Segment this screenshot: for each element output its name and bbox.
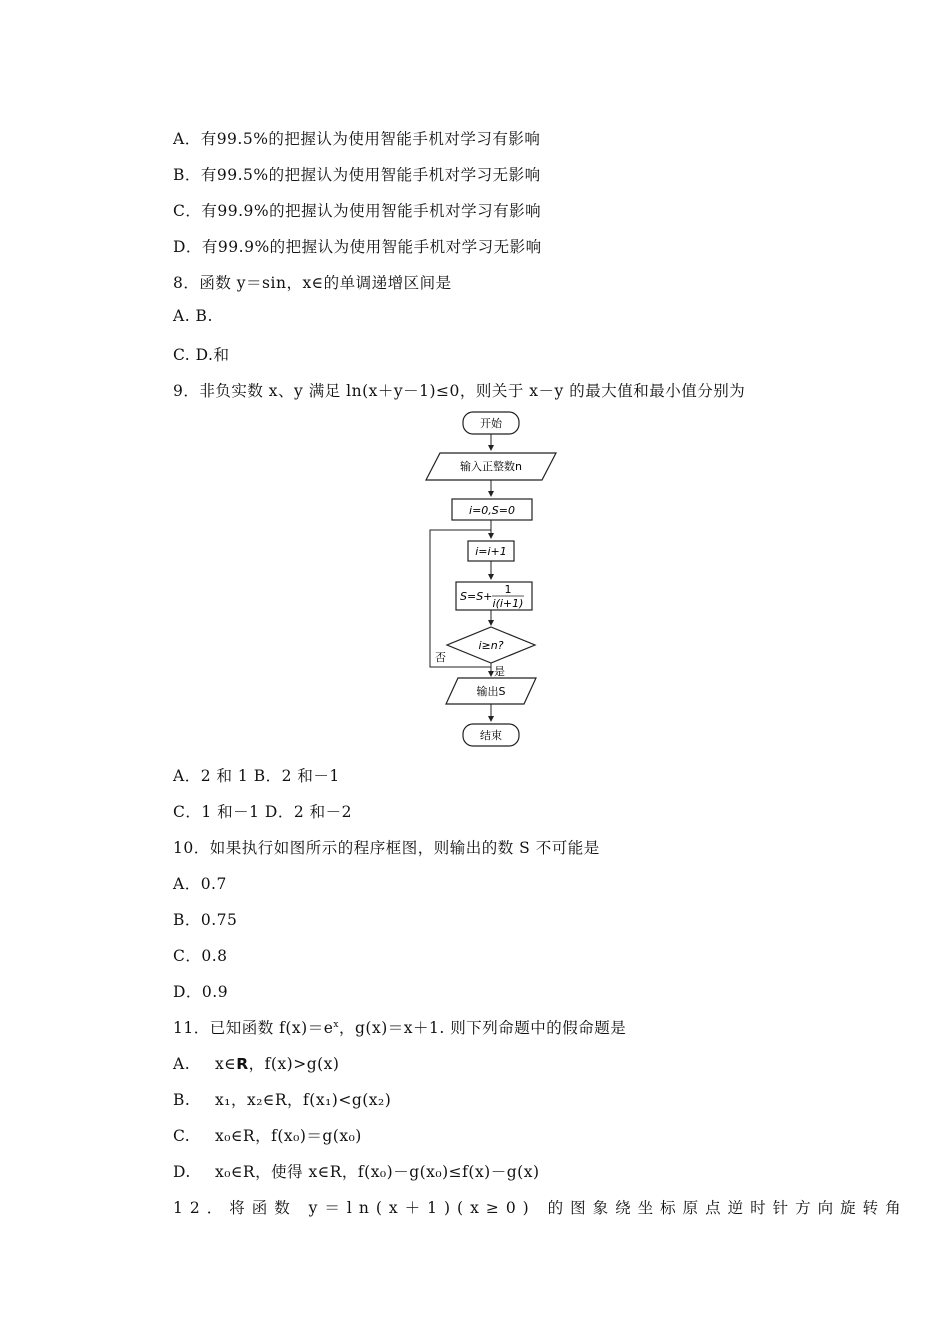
q11-stem [173, 1016, 626, 1038]
q11-option-c-text: x₀∈R，f(x₀)＝g(x₀) [215, 1127, 362, 1145]
q11-option-b-text: x₁，x₂∈R，f(x₁)<g(x₂) [215, 1091, 392, 1109]
q11-option-a [173, 1052, 339, 1074]
flow-condition-label: i≥n? [478, 639, 504, 652]
flow-no-label: 否 [435, 651, 446, 664]
q10-option-b: B．0.75 [173, 911, 238, 929]
q7-option-d: D．有99.9%的把握认为使用智能手机对学习无影响 [173, 238, 542, 256]
q11-stem-exponent: x [333, 1020, 339, 1030]
q11-option-c [173, 1124, 362, 1146]
q7-option-b: B．有99.5%的把握认为使用智能手机对学习无影响 [173, 166, 541, 184]
flow-sum-prefix: S=S+ [460, 590, 493, 603]
q9-stem: 9．非负实数 x、y 满足 ln(x＋y－1)≤0，则关于 x－y 的最大值和最小值分别为 [173, 382, 746, 400]
q8-options-cd: C. D.和 [173, 346, 230, 364]
flow-start-label: 开始 [480, 417, 502, 430]
flow-end-label: 结束 [480, 729, 502, 742]
flow-sum-denominator: i(i+1) [492, 597, 524, 610]
q11-option-c-label: C. [173, 1127, 191, 1145]
q9-options-cd: C．1 和－1 D．2 和－2 [173, 803, 353, 821]
flow-output-label: 输出S [476, 685, 506, 698]
q12-stem: 12．将函数 y＝ln(x＋1)(x≥0) 的图象绕坐标原点逆时针方向旋转角 [173, 1199, 908, 1217]
q11-option-d [173, 1160, 540, 1182]
q11-stem-part1: 11．已知函数 f(x)＝e [173, 1019, 334, 1037]
q11-option-d-text: x₀∈R，使得 x∈R，f(x₀)－g(x₀)≤f(x)－g(x) [215, 1163, 540, 1181]
q10-option-d: D．0.9 [173, 983, 229, 1001]
q11-option-b-label: B. [173, 1091, 191, 1109]
program-flowchart [410, 405, 570, 755]
q7-option-a: A．有99.5%的把握认为使用智能手机对学习有影响 [173, 130, 541, 148]
q7-option-c: C．有99.9%的把握认为使用智能手机对学习有影响 [173, 202, 542, 220]
q8-stem: 8．函数 y＝sin，x∈的单调递增区间是 [173, 274, 452, 292]
q11-option-b [173, 1088, 391, 1110]
q11-option-a-post: ，f(x)>g(x) [248, 1055, 340, 1073]
q11-option-a-label: A. [173, 1055, 191, 1073]
q8-options-ab: A. B. [173, 307, 213, 325]
q11-option-a-pre: x∈ [215, 1055, 237, 1073]
q10-option-a: A．0.7 [173, 875, 227, 893]
flow-sum-numerator: 1 [504, 583, 512, 596]
q11-option-a-real-set: R [236, 1055, 249, 1073]
flow-input-label: 输入正整数n [460, 460, 522, 473]
flow-increment-label: i=i+1 [475, 545, 507, 558]
flow-yes-label: 是 [494, 665, 505, 678]
q11-option-d-label: D. [173, 1163, 191, 1181]
q10-option-c: C．0.8 [173, 947, 228, 965]
q10-stem: 10．如果执行如图所示的程序框图，则输出的数 S 不可能是 [173, 839, 600, 857]
q11-stem-part2: ，g(x)＝x＋1. 则下列命题中的假命题是 [338, 1019, 627, 1037]
q9-options-ab: A．2 和 1 B．2 和－1 [173, 767, 340, 785]
flow-init-label: i=0,S=0 [469, 504, 515, 517]
